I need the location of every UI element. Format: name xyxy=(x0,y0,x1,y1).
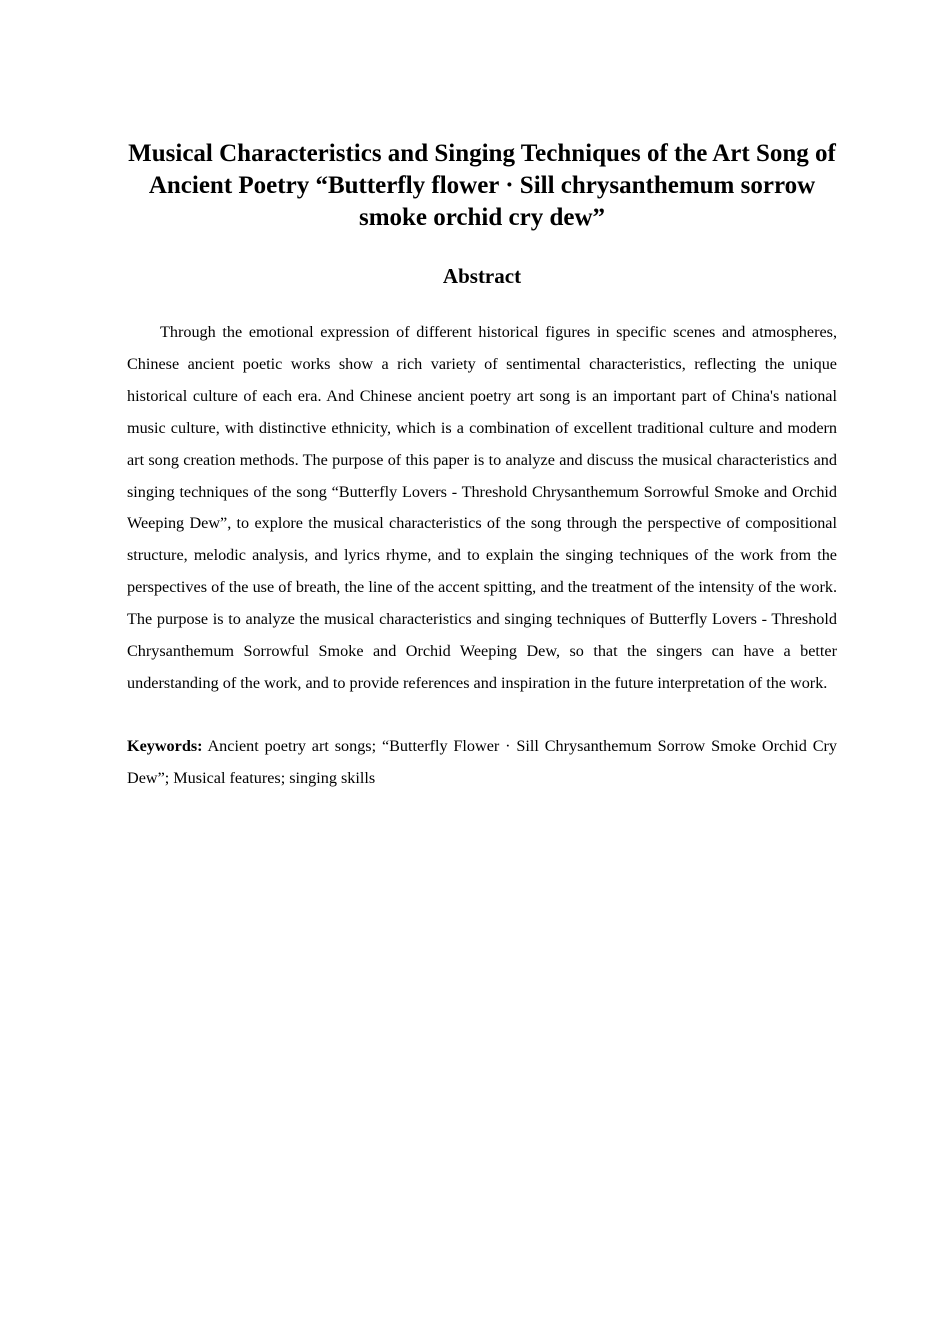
abstract-heading: Abstract xyxy=(442,264,522,288)
paper-title: Musical Characteristics and Singing Techniques of the Art Song of Ancient Poetry “Butterfly flower · Sill chrysanthemum sorrow smoke orchid cry dew” xyxy=(128,140,836,231)
keywords-label: Keywords: xyxy=(127,736,203,755)
keywords-text: Ancient poetry art songs; “Butterfly Flower · Sill Chrysanthemum Sorrow Smoke Orchid Cry Dew”; Musical features; singing skills xyxy=(127,736,837,787)
paper-page xyxy=(127,138,837,795)
keywords-line xyxy=(127,731,837,795)
abstract-body: Through the emotional expression of different historical figures in specific scenes and atmospheres, Chinese ancient poetic works show a rich variety of sentimental characteristics, reflecting the unique historical culture of each era. And Chinese ancient poetry art song is an important part of China's national music culture, with distinctive ethnicity, which is a combination of excellent traditional culture and modern art song creation methods. The purpose of this paper is to analyze and discuss the musical characteristics and singing techniques of the song “Butterfly Lovers - Threshold Chrysanthemum Sorrowful Smoke and Orchid Weeping Dew”, to explore the musical characteristics of the song through the perspective of compositional structure, melodic analysis, and lyrics rhyme, and to explain the singing techniques of the work from the perspectives of the use of breath, the line of the accent spitting, and the treatment of the intensity of the work. The purpose is to analyze the musical characteristics and singing techniques of Butterfly Lovers - Threshold Chrysanthemum Sorrowful Smoke and Orchid Weeping Dew, so that the singers can have a better understanding of the work, and to provide references and inspiration in the future interpretation of the work. xyxy=(127,323,837,692)
